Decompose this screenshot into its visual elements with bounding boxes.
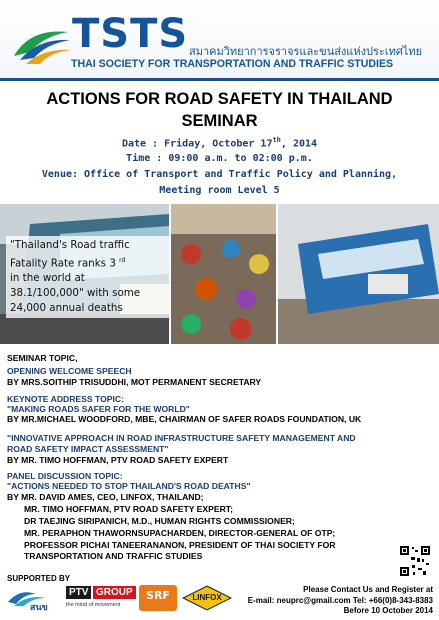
srf-logo-text: SRF xyxy=(146,589,170,602)
quote-line1: "Thailand's Road traffic xyxy=(10,239,130,251)
quote-line5: 24,000 annual deaths xyxy=(10,302,123,315)
welcome-speaker: BY MRS.SOITHIP TRISUDDHI, MOT PERMANENT SECRETARY xyxy=(7,377,262,387)
seminar-title-line1: ACTIONS FOR ROAD SAFETY IN THAILAND xyxy=(46,90,393,108)
header-banner xyxy=(0,0,439,78)
contact-line1: Please Contact Us and Register at xyxy=(303,585,433,594)
quote-line2 xyxy=(10,253,169,271)
panelist-item: TRANSPORTATION AND TRAFFIC STUDIES xyxy=(24,551,203,561)
innovative-title-line2: ROAD SAFETY IMPACT ASSESSMENT" xyxy=(7,444,169,454)
panelist-item: MR. PERAPHON THAWORNSUPACHARDEN, DIRECTOR-GENERAL OF OTP; xyxy=(24,528,336,538)
panel-heading: PANEL DISCUSSION TOPIC: xyxy=(7,471,123,481)
bus-wreck-image xyxy=(278,204,439,344)
seminar-title-line2: SEMINAR xyxy=(181,112,258,130)
keynote-heading: KEYNOTE ADDRESS TOPIC: xyxy=(7,394,124,404)
innovative-title-line1: "INNOVATIVE APPROACH IN ROAD INFRASTRUCTURE SAFETY MANAGEMENT AND xyxy=(7,433,356,443)
motorcycle-traffic-image xyxy=(171,204,276,344)
bus-wreck-photo xyxy=(278,204,439,344)
keynote-speaker: BY MR.MICHAEL WOODFORD, MBE, CHAIRMAN OF SAFER ROADS FOUNDATION, UK xyxy=(7,414,362,424)
panel-title: "ACTIONS NEEDED TO STOP THAILAND'S ROAD DEATHS" xyxy=(7,481,251,491)
motorcycle-traffic-photo xyxy=(171,204,276,344)
crashed-bus-photo xyxy=(0,204,169,344)
quote-line2-sup: rd xyxy=(119,257,126,264)
fatality-quote xyxy=(6,236,169,318)
keynote-title: "MAKING ROADS SAFER FOR THE WORLD" xyxy=(7,404,190,414)
photo-strip xyxy=(0,204,439,344)
contact-deadline: Before 10 October 2014 xyxy=(343,606,433,615)
ptv-tagline: the mind of movement xyxy=(66,602,121,608)
ptv-group-logo xyxy=(66,586,134,616)
event-venue-line1: Venue: Office of Transport and Traffic Policy and Planning, xyxy=(41,169,398,180)
welcome-heading: OPENING WELCOME SPEECH xyxy=(7,366,132,376)
quote-line2-text: Fatality Rate ranks 3 xyxy=(10,257,116,270)
tsts-logo-text: TSTS xyxy=(72,11,189,57)
contact-email-phone: E-mail: neuprc@gmail.com Tel: +66(0)8-343-8383 xyxy=(247,595,433,605)
supported-by-label: SUPPORTED BY xyxy=(7,574,71,583)
header-divider xyxy=(0,78,439,81)
ptv-text: PTV xyxy=(66,586,91,599)
event-date-suffix: , 2014 xyxy=(280,138,318,150)
innovative-speaker: BY MR. TIMO HOFFMAN, PTV ROAD SAFETY EXPERT xyxy=(7,455,229,465)
event-date xyxy=(0,136,439,149)
event-time: Time : 09:00 a.m. to 02:00 p.m. xyxy=(126,153,313,164)
registration-qr-code-icon xyxy=(399,545,431,577)
srf-logo xyxy=(139,585,177,611)
thai-society-name: สมาคมวิทยาการจราจรและขนส่งแห่งประเทศไทย xyxy=(189,45,423,58)
contact-block xyxy=(193,585,433,617)
linfox-logo-text: LINFOX xyxy=(192,593,222,602)
otp-logo-text: สนข xyxy=(30,603,48,613)
event-date-sup: th xyxy=(272,136,281,144)
ptv-group-text: GROUP xyxy=(93,586,136,599)
quote-line3: in the world at xyxy=(10,272,85,285)
panelist-item: DR TAEJING SIRIPANICH, M.D., HUMAN RIGHTS COMMISSIONER; xyxy=(24,516,295,526)
otp-logo xyxy=(6,586,58,616)
panelist-item: MR. TIMO HOFFMAN, PTV ROAD SAFETY EXPERT; xyxy=(24,504,233,514)
tsts-wing-logo-icon xyxy=(10,22,74,66)
event-date-prefix: Date : Friday, October 17 xyxy=(121,138,273,150)
panelist-item: BY MR. DAVID AMES, CEO, LINFOX, THAILAND; xyxy=(7,492,204,502)
english-society-name: THAI SOCIETY FOR TRANSPORTATION AND TRAFFIC STUDIES xyxy=(71,58,394,70)
event-venue-line2: Meeting room Level 5 xyxy=(159,185,280,196)
quote-line4: 38.1/100,000" with some xyxy=(10,287,141,300)
panelist-item: PROFESSOR PICHAI TANEERANANON, PRESIDENT OF THAI SOCIETY FOR xyxy=(24,540,336,550)
seminar-topic-heading: SEMINAR TOPIC, xyxy=(7,353,78,363)
